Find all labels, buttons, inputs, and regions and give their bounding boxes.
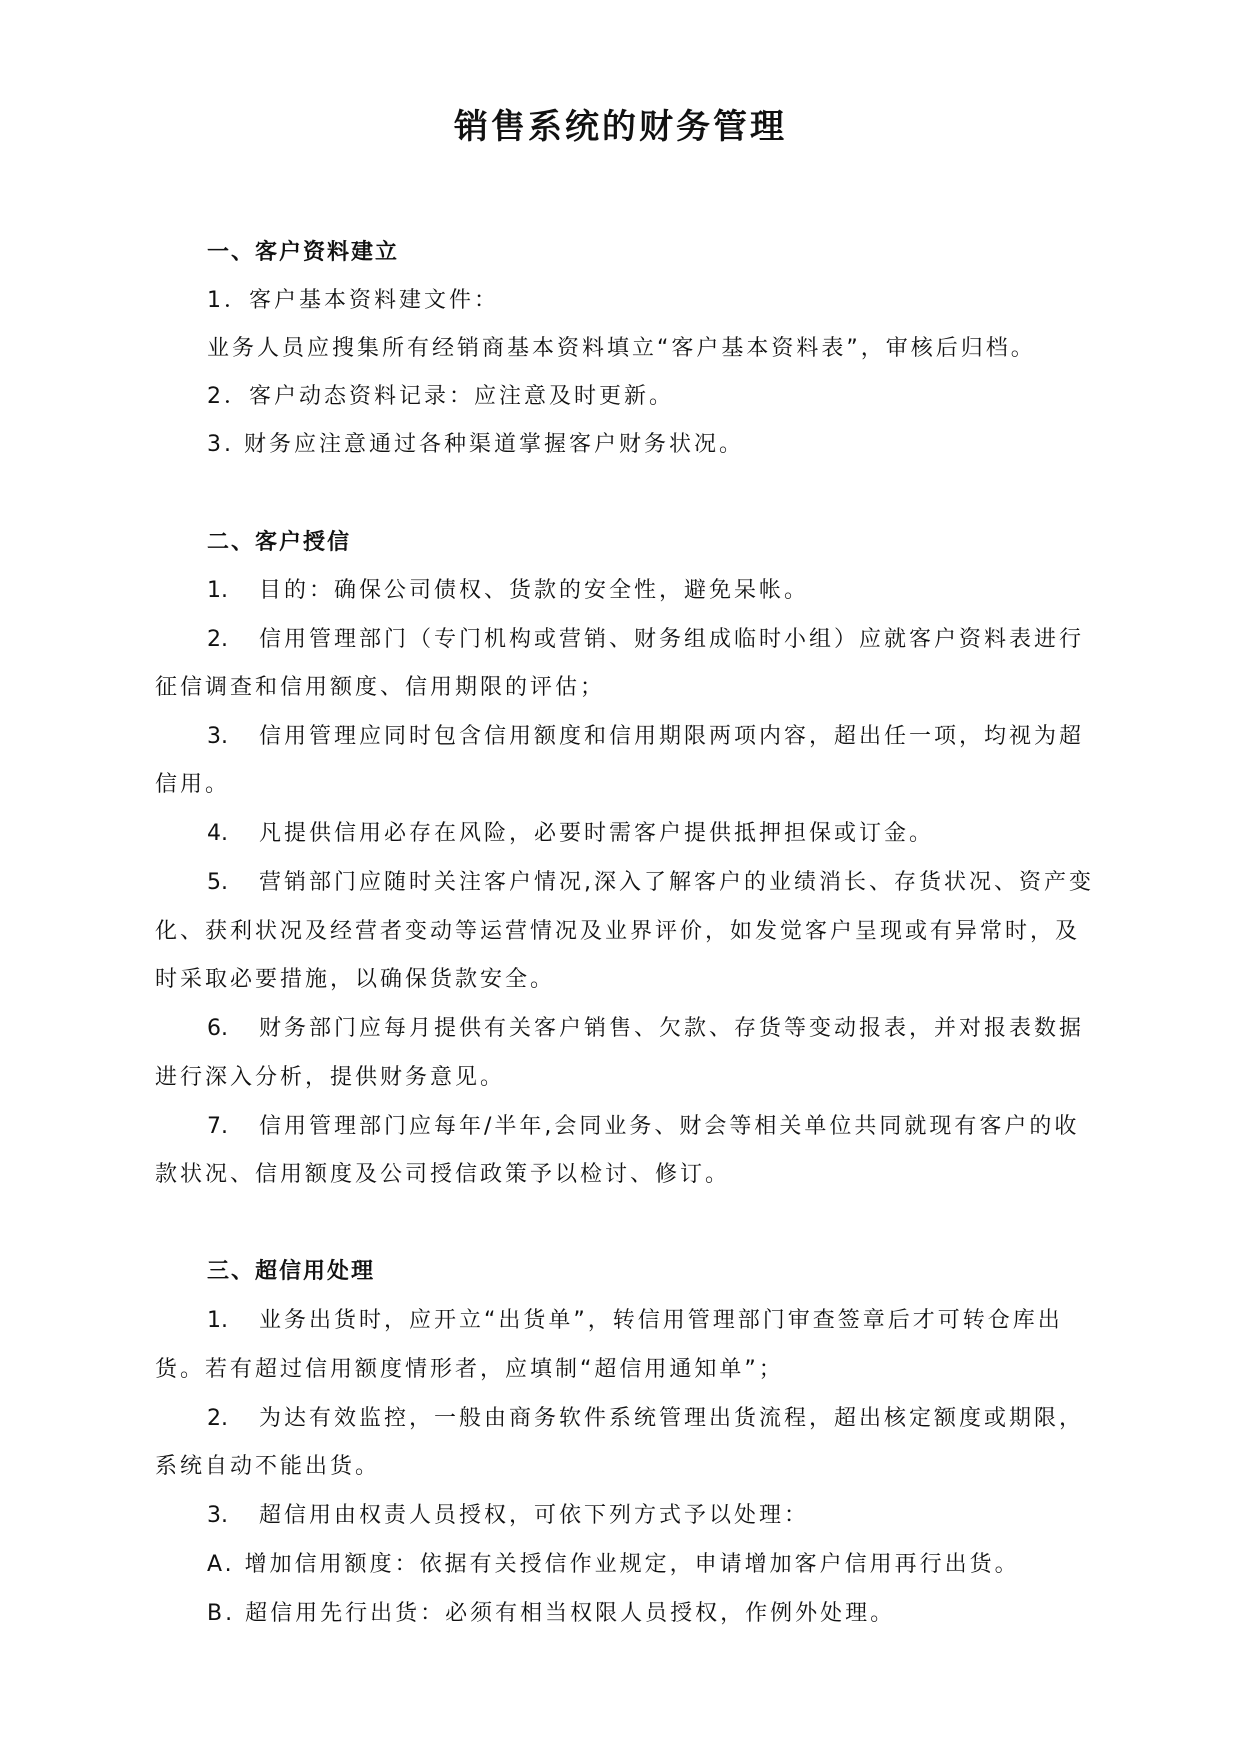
section-3-item-1-cont-1: 货。若有超过信用额度情形者，应填制“超信用通知单”； [155, 1357, 784, 1382]
section-3-item-1 [207, 1304, 1063, 1338]
section-2-item-1 [207, 574, 809, 608]
item-text: 信用管理应同时包含信用额度和信用期限两项内容，超出任一项，均视为超 [259, 724, 1085, 749]
item-text: 营销部门应随时关注客户情况,深入了解客户的业绩消长、存货状况、资产变 [259, 870, 1094, 895]
section-heading-1: 一、客户资料建立 [207, 240, 400, 265]
item-number: 4. [207, 821, 228, 846]
item-text: 为达有效监控，一般由商务软件系统管理出货流程，超出核定额度或期限， [259, 1406, 1085, 1431]
item-number: 5. [207, 870, 228, 895]
item-text: 超信用由权责人员授权，可依下列方式予以处理： [259, 1503, 810, 1528]
item-number: 3. [207, 1503, 228, 1528]
section-1-line-3: 2．客户动态资料记录：应注意及时更新。 [207, 384, 674, 409]
document-title: 销售系统的财务管理 [454, 107, 787, 147]
item-text: 凡提供信用必存在风险，必要时需客户提供抵押担保或订金。 [259, 821, 935, 846]
section-3-item-2-cont-1: 系统自动不能出货。 [155, 1454, 381, 1479]
section-3-line-b: B. 超信用先行出货：必须有相当权限人员授权，作例外处理。 [207, 1601, 896, 1626]
item-number: 1. [207, 1308, 228, 1333]
item-number: 3. [207, 724, 228, 749]
item-text: 业务出货时，应开立“出货单”，转信用管理部门审查签章后才可转仓库出 [259, 1308, 1063, 1333]
section-3-item-3 [207, 1499, 809, 1533]
item-text: 信用管理部门（专门机构或营销、财务组成临时小组）应就客户资料表进行 [259, 627, 1085, 652]
section-2-item-4 [207, 817, 934, 851]
section-2-item-7 [207, 1110, 1079, 1144]
section-2-item-6-cont-1: 进行深入分析，提供财务意见。 [155, 1065, 506, 1090]
section-1-line-4: 3. 财务应注意通过各种渠道掌握客户财务状况。 [207, 432, 744, 457]
item-text: 目的：确保公司债权、货款的安全性，避免呆帐。 [259, 578, 810, 603]
section-2-item-3 [207, 720, 1084, 754]
item-number: 2. [207, 1406, 228, 1431]
item-number: 7. [207, 1114, 228, 1139]
section-3-line-a: A. 增加信用额度：依据有关授信作业规定，申请增加客户信用再行出货。 [207, 1552, 1020, 1577]
section-2-item-5-cont-2: 时采取必要措施，以确保货款安全。 [155, 967, 556, 992]
item-text: 财务部门应每月提供有关客户销售、欠款、存货等变动报表，并对报表数据 [259, 1016, 1085, 1041]
section-1-line-1: 1．客户基本资料建文件： [207, 288, 499, 313]
section-2-item-6 [207, 1012, 1084, 1046]
item-number: 2. [207, 627, 228, 652]
section-2-item-2 [207, 623, 1084, 657]
section-heading-3: 三、超信用处理 [207, 1259, 376, 1284]
section-2-item-7-cont-1: 款状况、信用额度及公司授信政策予以检讨、修订。 [155, 1162, 731, 1187]
section-2-item-2-cont-1: 征信调查和信用额度、信用期限的评估； [155, 675, 606, 700]
section-2-item-3-cont-1: 信用。 [155, 772, 231, 797]
item-number: 6. [207, 1016, 228, 1041]
section-2-item-5 [207, 866, 1094, 900]
section-1-line-2: 业务人员应搜集所有经销商基本资料填立“客户基本资料表”，审核后归档。 [207, 336, 1036, 361]
section-2-item-5-cont-1: 化、获利状况及经营者变动等运营情况及业界评价，如发觉客户呈现或有异常时，及 [155, 919, 1081, 944]
section-heading-2: 二、客户授信 [207, 530, 352, 555]
section-3-item-2 [207, 1402, 1084, 1436]
item-number: 1. [207, 578, 228, 603]
item-text: 信用管理部门应每年/半年,会同业务、财会等相关单位共同就现有客户的收 [259, 1114, 1080, 1139]
